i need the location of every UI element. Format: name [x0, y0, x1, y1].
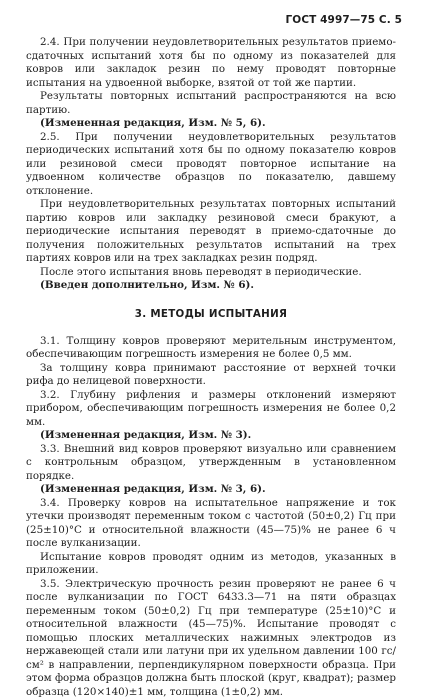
- section-3-paragraphs: [26, 335, 396, 699]
- paragraph: 3.5. Электрическую прочность резин проверяют не ранее 6 ч после вулканизации по ГОСТ 6433.3—71 на пяти образцах переменным током (50±0,2) Гц при температуре (25±10)°С и относительной влажности (45—75)%. Испытание проводят с помощью плоских металлических нажимных электродов из нержавеющей стали или латуни при их удельном давлении 100 гс/см² в направлении, перпендикулярном поверхности образца. При этом форма образцов должна быть плоской (круг, квадрат); размер образца (120×140)±1 мм, толщина (1±0,2) мм.: [26, 578, 396, 699]
- paragraph: Результаты повторных испытаний распространяются на всю партию.: [26, 90, 396, 117]
- paragraph: 2.4. При получении неудовлетворительных результатов приемо-сдаточных испытаний хотя бы по одному из показателей для ковров или закладок резин по нему проводят повторные испытания на удвоенной выборке, взятой от той же партии.: [26, 36, 396, 90]
- paragraph: После этого испытания вновь переводят в периодические.: [26, 266, 396, 280]
- page-header: ГОСТ 4997—75 С. 5: [286, 14, 403, 26]
- paragraph: 2.5. При получении неудовлетворительных результатов периодических испытаний хотя бы по одному показателю ковров или резиновой смеси проводят повторное испытание на удвоенном количестве образцов по показателю, давшему отклонение.: [26, 131, 396, 199]
- amendment-note: (Введен дополнительно, Изм. № 6).: [26, 279, 396, 293]
- amendment-note: (Измененная редакция, Изм. № 3).: [26, 429, 396, 443]
- paragraph: 3.2. Глубину рифления и размеры отклонений измеряют прибором, обеспечивающим погрешность измерения не более 0,2 мм.: [26, 389, 396, 430]
- amendment-note: (Измененная редакция, Изм. № 5, 6).: [26, 117, 396, 131]
- paragraph: 3.3. Внешний вид ковров проверяют визуально или сравнением с контрольным образцом, утвержденным в установленном порядке.: [26, 443, 396, 484]
- paragraph: Испытание ковров проводят одним из методов, указанных в приложении.: [26, 551, 396, 578]
- section-2-paragraphs: [26, 36, 396, 293]
- paragraph: 3.4. Проверку ковров на испытательное напряжение и ток утечки производят переменным током с частотой (50±0,2) Гц при (25±10)°С и относительной влажности (45—75)% не ранее 6 ч после вулканизации.: [26, 497, 396, 551]
- paragraph: За толщину ковра принимают расстояние от верхней точки рифа до нелицевой поверхности.: [26, 362, 396, 389]
- paragraph: При неудовлетворительных результатах повторных испытаний партию ковров или закладку резиновой смеси бракуют, а периодические испытания переводят в приемо-сдаточные до получения положительных результатов испытаний на трех партиях ковров или на трех закладках резин подряд.: [26, 198, 396, 266]
- paragraph: 3.1. Толщину ковров проверяют мерительным инструментом, обеспечивающим погрешность измерения не более 0,5 мм.: [26, 335, 396, 362]
- amendment-note: (Измененная редакция, Изм. № 3, 6).: [26, 483, 396, 497]
- section-heading: 3. МЕТОДЫ ИСПЫТАНИЯ: [26, 308, 396, 320]
- document-body: [26, 36, 396, 699]
